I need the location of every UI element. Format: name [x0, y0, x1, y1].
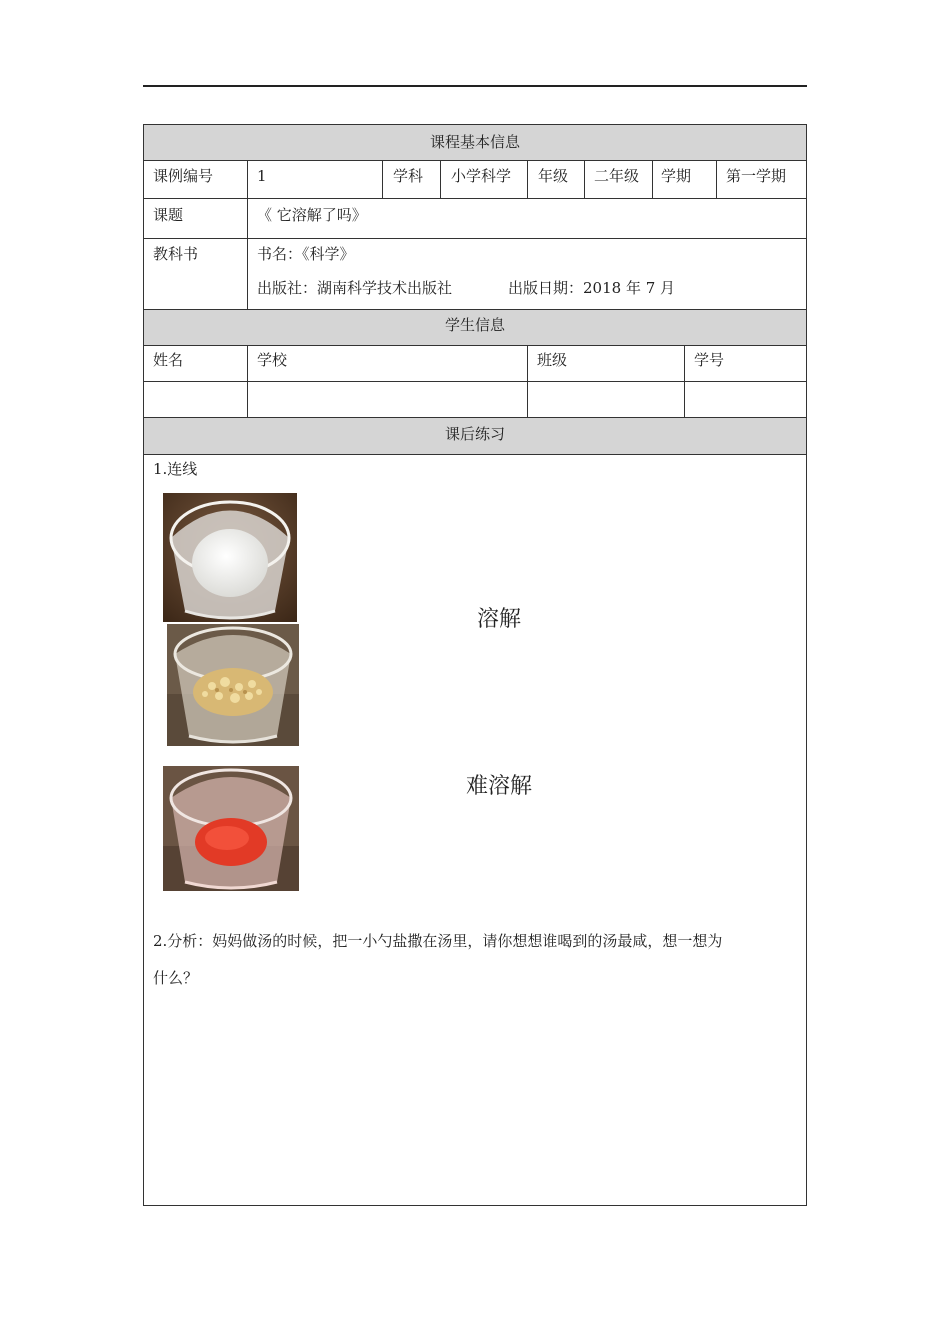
name-label: 姓名 — [153, 351, 184, 369]
subject-label-cell — [382, 160, 441, 199]
class-label: 班级 — [537, 351, 568, 369]
pub-date: 出版日期：2018 年 7 月 — [508, 279, 676, 297]
term-label: 学期 — [661, 167, 692, 185]
case-no-value-cell — [247, 160, 383, 199]
worksheet-table — [143, 124, 807, 1206]
textbook-label-cell — [143, 238, 248, 310]
topic-value-cell — [247, 198, 807, 239]
student-label-row — [143, 345, 807, 382]
exercises-header-text: 课后练习 — [444, 425, 505, 443]
class-input-cell[interactable] — [527, 381, 685, 418]
subject-label: 学科 — [393, 167, 424, 185]
answer-area[interactable] — [153, 1000, 793, 1195]
id-input-cell[interactable] — [684, 381, 807, 418]
crumbs-cup-photo — [167, 624, 299, 746]
option-hard-to-dissolve: 难溶解 — [466, 774, 533, 799]
school-label-cell — [247, 345, 528, 382]
subject-value-cell — [440, 160, 528, 199]
grade-label: 年级 — [538, 167, 569, 185]
q1-title: 1.连线 — [153, 460, 198, 478]
topic-label-cell — [143, 198, 248, 239]
case-no-value: 1 — [257, 167, 267, 185]
student-info-header — [143, 309, 807, 346]
id-label-cell — [684, 345, 807, 382]
name-label-cell — [143, 345, 248, 382]
student-info-header-text: 学生信息 — [444, 316, 505, 334]
exercises-body — [143, 454, 807, 1206]
header-rule — [143, 85, 807, 87]
subject-value: 小学科学 — [451, 167, 512, 185]
q2-line-1: 2.分析：妈妈做汤的时候，把一小勺盐撒在汤里，请你想想谁喝到的汤最咸，想一想为 — [153, 932, 723, 950]
case-no-label: 课例编号 — [153, 167, 214, 185]
term-value: 第一学期 — [726, 167, 787, 185]
topic-value: 《 它溶解了吗》 — [257, 206, 367, 224]
course-info-header — [143, 124, 807, 161]
name-input-cell[interactable] — [143, 381, 248, 418]
red-powder-cup-photo — [163, 766, 299, 891]
class-label-cell — [527, 345, 685, 382]
student-input-row — [143, 381, 807, 418]
school-label: 学校 — [257, 351, 288, 369]
grade-label-cell — [527, 160, 585, 199]
textbook-value-cell — [247, 238, 807, 310]
case-no-label-cell — [143, 160, 248, 199]
term-label-cell — [652, 160, 717, 199]
textbook-label: 教科书 — [153, 245, 199, 263]
q2-line-2: 什么？ — [153, 969, 199, 987]
topic-row — [143, 198, 807, 239]
course-meta-row — [143, 160, 807, 199]
topic-label: 课题 — [153, 206, 184, 224]
course-info-header-text: 课程基本信息 — [429, 133, 520, 151]
book-name: 书名：《科学》 — [257, 245, 355, 263]
grade-value: 二年级 — [594, 167, 640, 185]
id-label: 学号 — [694, 351, 725, 369]
publisher: 出版社：湖南科学技术出版社 — [257, 279, 453, 297]
term-value-cell — [716, 160, 807, 199]
school-input-cell[interactable] — [247, 381, 528, 418]
grade-value-cell — [584, 160, 653, 199]
textbook-row — [143, 238, 807, 310]
option-dissolve: 溶解 — [477, 607, 522, 632]
exercises-header — [143, 417, 807, 455]
salt-cup-photo — [163, 493, 297, 622]
